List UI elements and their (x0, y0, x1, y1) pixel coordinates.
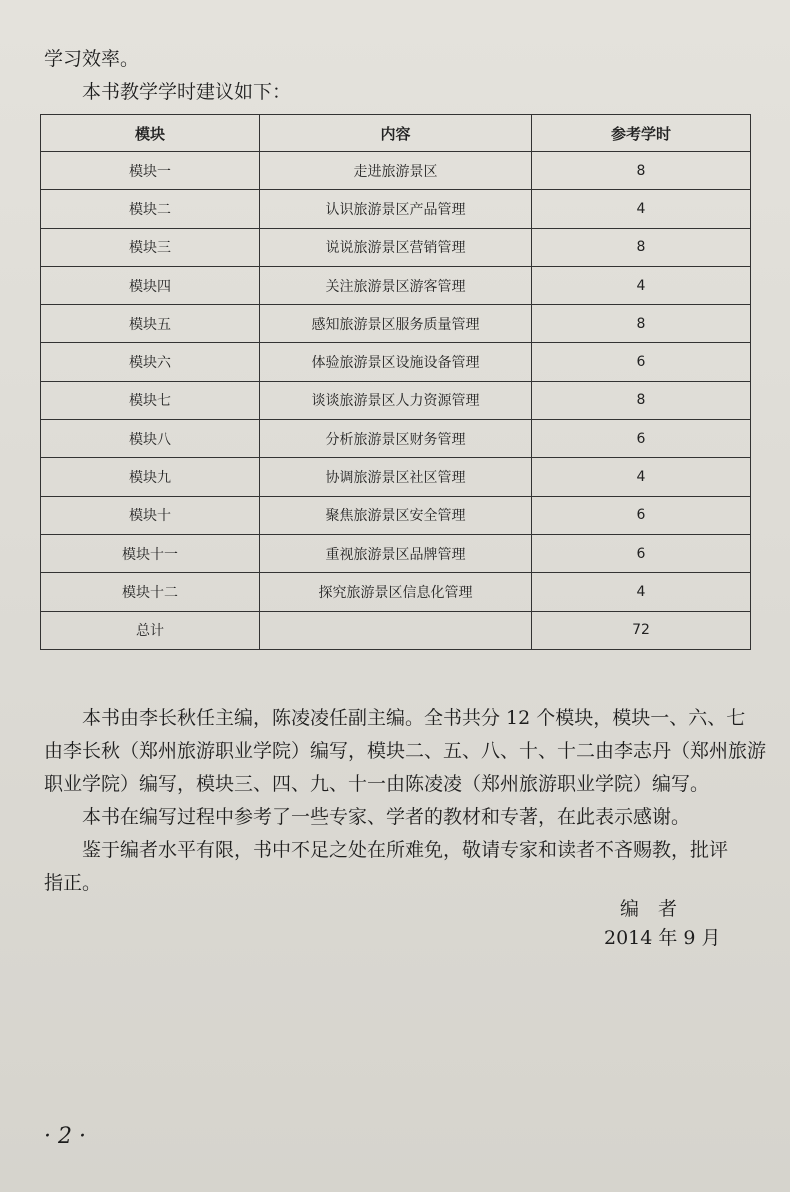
content-cell: 分析旅游景区财务管理 (260, 420, 532, 458)
module-cell: 模块四 (41, 266, 260, 304)
table-row (41, 534, 751, 572)
content-cell: 关注旅游景区游客管理 (260, 266, 532, 304)
content-cell: 重视旅游景区品牌管理 (260, 534, 532, 572)
module-cell: 模块十 (41, 496, 260, 534)
paragraph-3-line-1: 鉴于编者水平有限，书中不足之处在所难免，敬请专家和读者不吝赐教，批评 (82, 839, 729, 861)
content-cell: 谈谈旅游景区人力资源管理 (260, 381, 532, 419)
hours-cell: 8 (532, 381, 751, 419)
table-row (41, 573, 751, 611)
table-header-row (41, 115, 751, 152)
table-row (41, 190, 751, 228)
table-row (41, 381, 751, 419)
header-module: 模块 (41, 115, 260, 152)
table-row (41, 305, 751, 343)
table-total-row (41, 611, 751, 649)
paragraph-2: 本书在编写过程中参考了一些专家、学者的教材和专著，在此表示感谢。 (82, 806, 691, 828)
intro-line-1: 学习效率。 (44, 48, 140, 70)
signature-date: 2014 年 9 月 (604, 927, 721, 949)
paragraph-1-line-2: 由李长秋（郑州旅游职业学院）编写，模块二、五、八、十、十二由李志丹（郑州旅游 (44, 740, 767, 762)
content-cell: 探究旅游景区信息化管理 (260, 573, 532, 611)
page-number: · 2 · (44, 1124, 86, 1149)
table-row (41, 496, 751, 534)
hours-cell: 4 (532, 573, 751, 611)
total-empty-cell (260, 611, 532, 649)
hours-cell: 8 (532, 228, 751, 266)
hours-cell: 4 (532, 190, 751, 228)
table-row (41, 228, 751, 266)
total-label: 总计 (41, 611, 260, 649)
hours-cell: 6 (532, 534, 751, 572)
table-row (41, 458, 751, 496)
content-cell: 聚焦旅游景区安全管理 (260, 496, 532, 534)
paragraph-1-line-3: 职业学院）编写，模块三、四、九、十一由陈凌凌（郑州旅游职业学院）编写。 (44, 773, 710, 795)
module-cell: 模块十二 (41, 573, 260, 611)
module-cell: 模块六 (41, 343, 260, 381)
module-cell: 模块八 (41, 420, 260, 458)
table-row (41, 266, 751, 304)
author-signature: 编 者 (620, 898, 678, 920)
content-cell: 体验旅游景区设施设备管理 (260, 343, 532, 381)
content-cell: 感知旅游景区服务质量管理 (260, 305, 532, 343)
table-row (41, 420, 751, 458)
module-cell: 模块五 (41, 305, 260, 343)
table-row (41, 343, 751, 381)
module-cell: 模块二 (41, 190, 260, 228)
table-row (41, 152, 751, 190)
content-cell: 走进旅游景区 (260, 152, 532, 190)
hours-cell: 4 (532, 266, 751, 304)
header-hours: 参考学时 (532, 115, 751, 152)
intro-line-2: 本书教学学时建议如下： (82, 81, 292, 103)
hours-cell: 6 (532, 496, 751, 534)
module-cell: 模块一 (41, 152, 260, 190)
module-cell: 模块九 (41, 458, 260, 496)
module-cell: 模块十一 (41, 534, 260, 572)
header-content: 内容 (260, 115, 532, 152)
hours-cell: 6 (532, 343, 751, 381)
hours-cell: 8 (532, 305, 751, 343)
paragraph-3-line-2: 指正。 (44, 872, 102, 894)
module-cell: 模块三 (41, 228, 260, 266)
content-cell: 协调旅游景区社区管理 (260, 458, 532, 496)
teaching-hours-table (40, 114, 751, 650)
paragraph-1-line-1: 本书由李长秋任主编，陈凌凌任副主编。全书共分 12 个模块，模块一、六、七 (82, 707, 746, 729)
hours-cell: 4 (532, 458, 751, 496)
content-cell: 说说旅游景区营销管理 (260, 228, 532, 266)
module-cell: 模块七 (41, 381, 260, 419)
hours-cell: 8 (532, 152, 751, 190)
total-value: 72 (532, 611, 751, 649)
content-cell: 认识旅游景区产品管理 (260, 190, 532, 228)
hours-cell: 6 (532, 420, 751, 458)
